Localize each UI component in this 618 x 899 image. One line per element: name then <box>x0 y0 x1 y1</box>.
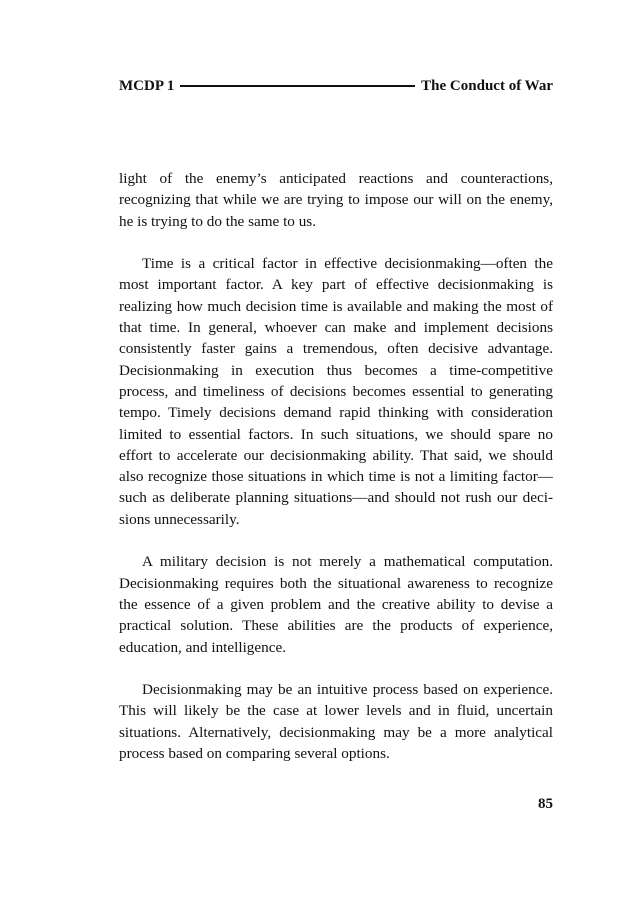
header-title: The Conduct of War <box>421 78 553 94</box>
body-text <box>119 168 553 786</box>
paragraph-time-factor: Time is a critical factor in effective decisionmaking—often the most important factor. A key part of effective decisionmaking is realizing how much decision time is available and making the most of that time. In general, whoever can make and implement decisions consistently faster gains a tremendous, often decisive advantage. Decisionmaking in execution thus becomes a time-competitive process, and timeliness of decisions becomes essential to generating tempo. Timely decisions demand rapid thinking with consideration limited to essential factors. In such situations, we should spare no effort to accelerate our decisionmaking ability. That said, we should also recognize those situations in which time is not a limiting factor—such as deliberate planning situations—and should not rush our decisions unnecessarily. <box>119 255 553 528</box>
running-header <box>119 76 553 96</box>
header-publication-code: MCDP 1 <box>119 78 175 94</box>
header-rule <box>180 85 415 87</box>
paragraph-intuitive-process: Decisionmaking may be an intuitive process based on experience. This will likely be the case at lower levels and in fluid, uncertain situations. Alternatively, decisionmaking may be a more analytical process based on comparing several options. <box>119 681 553 763</box>
paragraph-military-decision: A military decision is not merely a mathematical computation. Decisionmaking requires both the situational awareness to recognize the essence of a given problem and the creative ability to devise a practical solution. These abilities are the products of experience, education, and intelligence. <box>119 553 553 656</box>
paragraph-continuation: light of the enemy’s anticipated reactions and counteractions, recognizing that while we are trying to impose our will on the enemy, he is trying to do the same to us. <box>119 170 553 230</box>
page-number: 85 <box>538 796 553 812</box>
